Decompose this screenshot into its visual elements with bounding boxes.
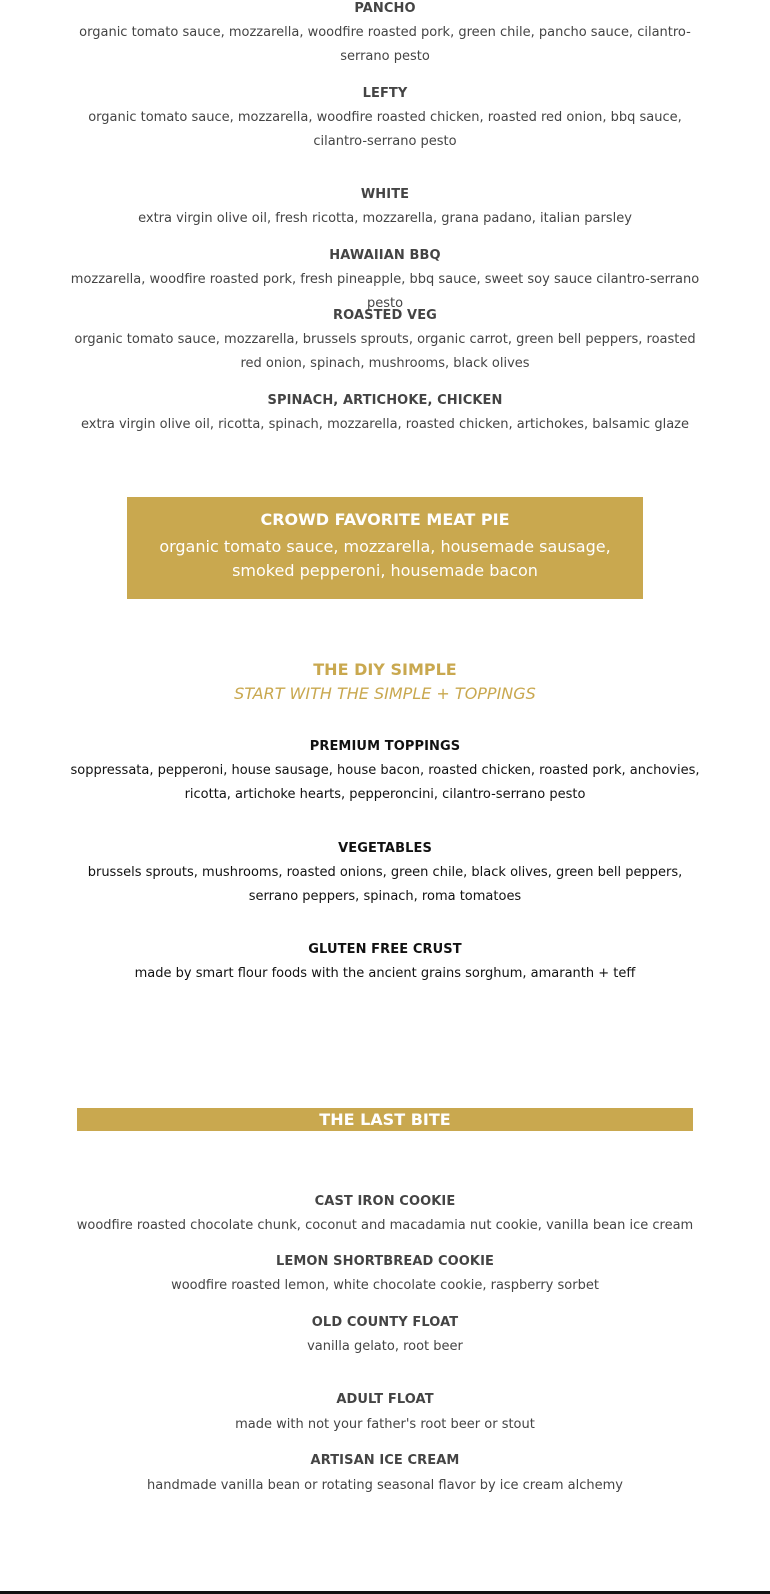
diy-section-name: PREMIUM TOPPINGS xyxy=(309,739,461,754)
menu-item-name: PANCHO xyxy=(354,1,416,16)
diy-section-desc: soppressata, pepperoni, house sausage, house bacon, roasted chicken, roasted pork, anchovies, ricotta, artichoke hearts, pepperoncini, cilantro-serrano pesto xyxy=(70,763,700,802)
menu-item-desc: handmade vanilla bean or rotating seasonal flavor by ice cream alchemy xyxy=(147,1478,623,1493)
menu-item-name: LEMON SHORTBREAD COOKIE xyxy=(275,1254,495,1269)
menu-item-name: LEFTY xyxy=(362,86,408,101)
crowd-favorite-title: CROWD FAVORITE MEAT PIE xyxy=(260,510,510,529)
diy-section-subtitle: START WITH THE SIMPLE + TOPPINGS xyxy=(234,684,536,703)
menu-item-desc: extra virgin olive oil, ricotta, spinach, mozzarella, roasted chicken, artichokes, balsamic glaze xyxy=(80,417,689,432)
menu-item-name: ROASTED VEG xyxy=(333,308,437,323)
menu-item-name: SPINACH, ARTICHOKE, CHICKEN xyxy=(267,393,503,408)
menu-item-desc: woodfire roasted chocolate chunk, coconut and macadamia nut cookie, vanilla bean ice cream xyxy=(76,1218,694,1233)
menu-item-name: CAST IRON COOKIE xyxy=(314,1194,456,1209)
menu-item-name: WHITE xyxy=(360,187,410,202)
menu-item-desc: woodfire roasted lemon, white chocolate cookie, raspberry sorbet xyxy=(171,1278,599,1293)
menu-item-desc: organic tomato sauce, mozzarella, woodfire roasted chicken, roasted red onion, bbq sauce, cilantro-serrano pesto xyxy=(88,110,682,149)
last-bite-header: THE LAST BITE xyxy=(77,1108,693,1131)
diy-section-name: GLUTEN FREE CRUST xyxy=(308,942,462,957)
menu-item-name: OLD COUNTY FLOAT xyxy=(311,1315,459,1330)
menu-item-desc: extra virgin olive oil, fresh ricotta, mozzarella, grana padano, italian parsley xyxy=(138,211,632,226)
diy-section-desc: made by smart flour foods with the ancient grains sorghum, amaranth + teff xyxy=(134,966,636,981)
menu-item-name: HAWAIIAN BBQ xyxy=(329,248,441,263)
menu-item-desc: organic tomato sauce, mozzarella, brussels sprouts, organic carrot, green bell peppers, roasted red onion, spinach, mushrooms, black olives xyxy=(74,332,696,371)
menu-item-desc: mozzarella, woodfire roasted pork, fresh pineapple, bbq sauce, sweet soy sauce cilantro-serrano pesto xyxy=(70,272,700,311)
menu-item-desc: vanilla gelato, root beer xyxy=(307,1339,463,1354)
menu-item-name: ARTISAN ICE CREAM xyxy=(310,1453,460,1468)
menu-item-name: ADULT FLOAT xyxy=(336,1392,434,1407)
menu-item-desc: organic tomato sauce, mozzarella, woodfire roasted pork, green chile, pancho sauce, cilantro-serrano pesto xyxy=(79,25,691,64)
crowd-favorite-banner xyxy=(127,497,643,599)
diy-section-title: THE DIY SIMPLE xyxy=(313,660,457,679)
diy-section-name: VEGETABLES xyxy=(338,841,432,856)
menu-item-desc: made with not your father's root beer or stout xyxy=(235,1417,535,1432)
crowd-favorite-desc: organic tomato sauce, mozzarella, housemade sausage, smoked pepperoni, housemade bacon xyxy=(159,537,611,580)
diy-section-desc: brussels sprouts, mushrooms, roasted onions, green chile, black olives, green bell peppers, serrano peppers, spinach, roma tomatoes xyxy=(87,865,683,904)
